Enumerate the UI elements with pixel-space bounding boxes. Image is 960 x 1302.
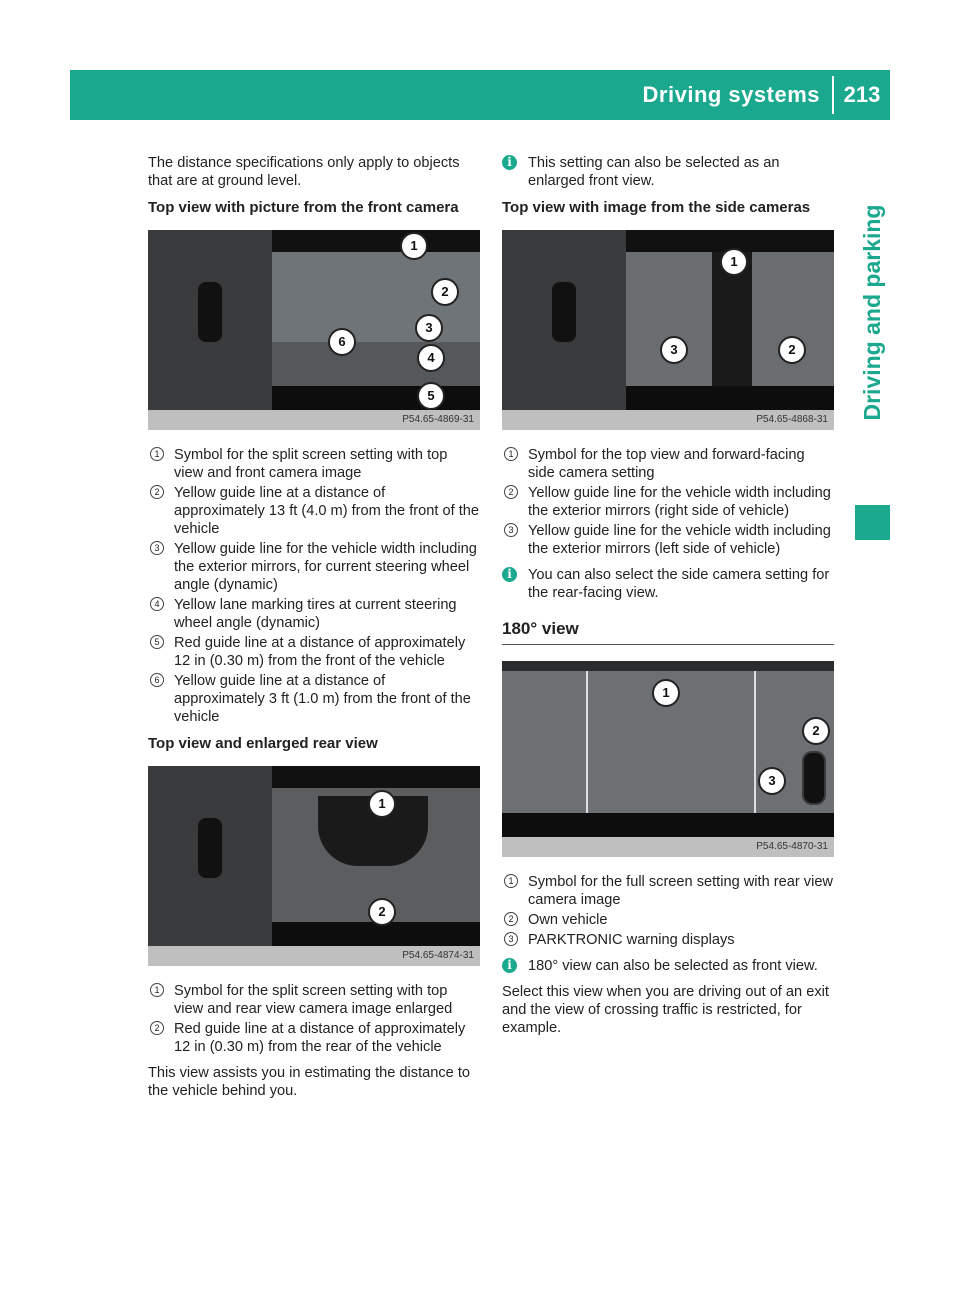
outro-paragraph: Select this view when you are driving out of an exit and the view of crossing traffic is restricted, for example. — [502, 984, 829, 1036]
figure-front-camera — [148, 230, 480, 430]
vehicle-top-icon — [802, 751, 826, 805]
legend-item: 1 Symbol for the full screen setting with rear view camera image — [502, 873, 834, 909]
callout-1: 1 — [400, 232, 428, 260]
info-note: i You can also select the side camera setting for the rear-facing view. — [502, 566, 834, 602]
legend-rear-view — [148, 982, 480, 1056]
callout-2: 2 — [778, 336, 806, 364]
callout-2: 2 — [802, 717, 830, 745]
callout-2: 2 — [368, 898, 396, 926]
legend-item: 2 Red guide line at a distance of approximately 12 in (0.30 m) from the rear of the vehicle — [148, 1020, 480, 1056]
callout-5: 5 — [417, 382, 445, 410]
legend-item: 3 PARKTRONIC warning displays — [502, 931, 834, 949]
info-note: i 180° view can also be selected as front view. — [502, 957, 834, 975]
vehicle-top-icon — [196, 280, 224, 344]
right-column — [502, 154, 834, 1045]
outro-paragraph: This view assists you in estimating the distance to the vehicle behind you. — [148, 1065, 471, 1099]
figure-side-cameras — [502, 230, 834, 430]
info-icon: i — [502, 958, 517, 973]
legend-item: 2 Own vehicle — [502, 911, 834, 929]
chapter-tab — [855, 125, 890, 500]
chapter-marker — [855, 505, 890, 540]
legend-front-camera — [148, 446, 480, 726]
legend-item: 4 Yellow lane marking tires at current steering wheel angle (dynamic) — [148, 596, 480, 632]
vehicle-top-icon — [550, 280, 578, 344]
figure-code: P54.65-4874-31 — [148, 946, 480, 966]
callout-2: 2 — [431, 278, 459, 306]
info-icon: i — [502, 567, 517, 582]
callout-4: 4 — [417, 344, 445, 372]
legend-item: 2 Yellow guide line for the vehicle width including the exterior mirrors (right side of vehicle) — [502, 484, 834, 520]
left-column — [148, 154, 480, 1108]
legend-item: 1 Symbol for the split screen setting with top view and rear view camera image enlarged — [148, 982, 480, 1018]
callout-6: 6 — [328, 328, 356, 356]
callout-1: 1 — [720, 248, 748, 276]
callout-1: 1 — [368, 790, 396, 818]
info-note: i This setting can also be selected as an enlarged front view. — [502, 154, 834, 190]
legend-item: 1 Symbol for the top view and forward-facing side camera setting — [502, 446, 834, 482]
callout-1: 1 — [652, 679, 680, 707]
legend-item: 5 Red guide line at a distance of approximately 12 in (0.30 m) from the front of the vehicle — [148, 634, 480, 670]
legend-180-view — [502, 873, 834, 949]
info-icon: i — [502, 155, 517, 170]
heading-rear-view: Top view and enlarged rear view — [148, 735, 378, 752]
legend-side-cameras — [502, 446, 834, 558]
figure-code: P54.65-4868-31 — [502, 410, 834, 430]
callout-3: 3 — [660, 336, 688, 364]
heading-180-view: 180° view — [502, 620, 834, 645]
legend-item: 3 Yellow guide line for the vehicle width including the exterior mirrors, for current steering wheel angle (dynamic) — [148, 540, 480, 594]
header-bar — [70, 70, 890, 120]
legend-item: 3 Yellow guide line for the vehicle width including the exterior mirrors (left side of vehicle) — [502, 522, 834, 558]
figure-180-view — [502, 661, 834, 857]
legend-item: 1 Symbol for the split screen setting with top view and front camera image — [148, 446, 480, 482]
callout-3: 3 — [758, 767, 786, 795]
callout-3: 3 — [415, 314, 443, 342]
vehicle-top-icon — [196, 816, 224, 880]
heading-side-cameras: Top view with image from the side cameras — [502, 199, 811, 216]
page-number: 213 — [843, 82, 881, 107]
chapter-tab-label: Driving and parking — [859, 204, 885, 421]
section-title: Driving systems — [642, 82, 820, 107]
figure-rear-view — [148, 766, 480, 966]
figure-code: P54.65-4869-31 — [148, 410, 480, 430]
heading-front-camera: Top view with picture from the front camera — [148, 199, 459, 216]
legend-item: 2 Yellow guide line at a distance of approximately 13 ft (4.0 m) from the front of the vehicle — [148, 484, 480, 538]
figure-code: P54.65-4870-31 — [502, 837, 834, 857]
legend-item: 6 Yellow guide line at a distance of approximately 3 ft (1.0 m) from the front of the vehicle — [148, 672, 480, 726]
intro-paragraph: The distance specifications only apply to objects that are at ground level. — [148, 155, 460, 189]
